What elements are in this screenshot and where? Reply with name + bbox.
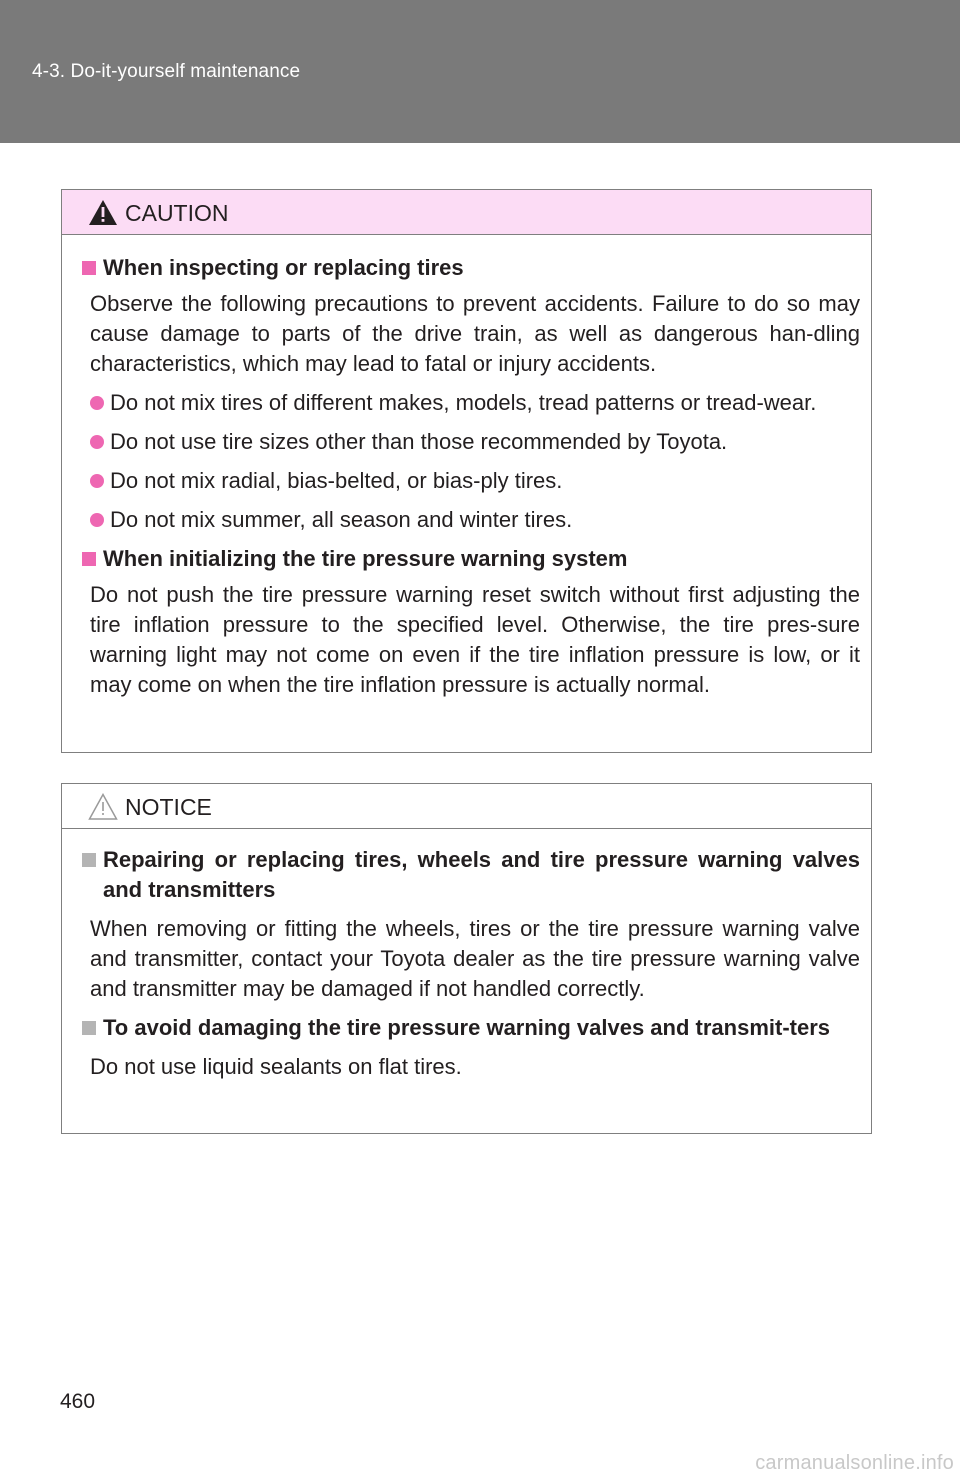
notice-section-title: To avoid damaging the tire pressure warning valves and transmit-ters <box>82 1013 860 1043</box>
square-bullet-icon <box>82 853 96 867</box>
caution-box <box>61 189 872 753</box>
caution-warning-icon <box>88 199 118 226</box>
notice-paragraph: Do not use liquid sealants on flat tires. <box>90 1054 462 1079</box>
square-bullet-icon <box>82 261 96 275</box>
notice-heading: NOTICE <box>125 794 212 820</box>
section-title: 4-3. Do-it-yourself maintenance <box>32 61 301 82</box>
caution-heading: CAUTION <box>125 200 229 226</box>
caution-header <box>62 190 871 235</box>
watermark: carmanualsonline.info <box>755 1452 954 1474</box>
round-bullet-icon <box>90 396 104 410</box>
notice-box <box>61 783 872 1134</box>
square-bullet-icon <box>82 1021 96 1035</box>
caution-section-title: When initializing the tire pressure warning system <box>82 544 860 574</box>
notice-paragraph: When removing or fitting the wheels, tires or the tire pressure warning valve and transmitter, contact your Toyota dealer as the tire pressure warning valve and transmitter may be damaged if not handled correctly. <box>90 916 860 1001</box>
round-bullet-icon <box>90 474 104 488</box>
caution-paragraph: Do not push the tire pressure warning reset switch without first adjusting the tire inflation pressure to the specified level. Otherwise, the tire pres-sure warning light may not come on even if the tire inflation pressure is low, or it may come on when the tire inflation pressure is actually normal. <box>90 582 860 697</box>
notice-warning-icon <box>88 793 118 820</box>
list-item: Do not use tire sizes other than those recommended by Toyota. <box>90 427 860 457</box>
caution-paragraph: Observe the following precautions to prevent accidents. Failure to do so may cause damage to parts of the drive train, as well as dangerous han-dling characteristics, which may lead to fatal or injury accidents. <box>90 291 860 376</box>
notice-header <box>62 784 871 829</box>
notice-section-title: Repairing or replacing tires, wheels and tire pressure warning valves and transmitters <box>82 845 860 905</box>
list-item: Do not mix radial, bias-belted, or bias-ply tires. <box>90 466 860 496</box>
page-number: 460 <box>60 1390 96 1413</box>
notice-body <box>62 829 871 1082</box>
round-bullet-icon <box>90 513 104 527</box>
page-header <box>0 0 960 143</box>
caution-section-title: When inspecting or replacing tires <box>82 253 860 283</box>
list-item: Do not mix summer, all season and winter tires. <box>90 505 860 535</box>
caution-body <box>62 235 871 700</box>
round-bullet-icon <box>90 435 104 449</box>
square-bullet-icon <box>82 552 96 566</box>
list-item: Do not mix tires of different makes, models, tread patterns or tread-wear. <box>90 388 860 418</box>
